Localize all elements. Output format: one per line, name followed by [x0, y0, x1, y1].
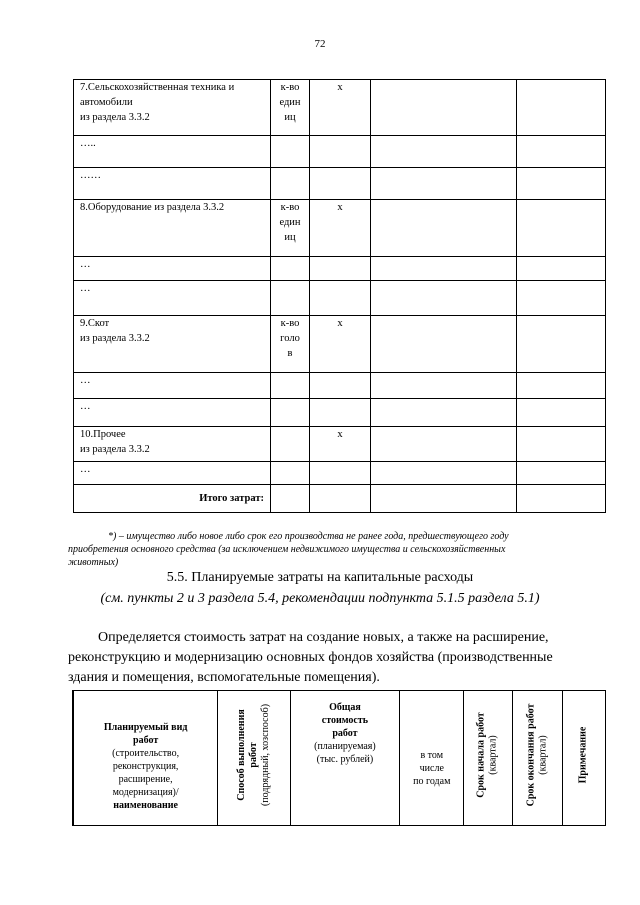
- footnote: [68, 530, 613, 569]
- empty-cell: [517, 373, 606, 399]
- total-row: [74, 485, 606, 513]
- empty-cell: [517, 427, 606, 462]
- unit-line: голо: [280, 333, 300, 344]
- empty-cell: [371, 373, 517, 399]
- header-total-cost: Общая стоимость работ (планируемая) (тыс. рублей): [290, 691, 400, 826]
- header-start-date: Срок начала работ (квартал): [464, 691, 513, 826]
- empty-cell: [271, 485, 310, 513]
- table-row: [74, 316, 606, 373]
- empty-cell: [371, 80, 517, 136]
- header-end-date: Срок окончания работ (квартал): [512, 691, 562, 826]
- item-name-line: …..: [80, 138, 96, 149]
- mark-cell: [310, 136, 371, 168]
- unit-cell: [271, 373, 310, 399]
- costs-table: [73, 79, 606, 513]
- unit-line: к-во: [280, 82, 300, 93]
- item-name-line: …: [80, 283, 91, 294]
- footnote-line: приобретения основного средства (за исключением недвижимого имущества и сельскохозяйственных: [68, 544, 506, 555]
- unit-line: един: [279, 217, 301, 228]
- unit-cell: [271, 281, 310, 316]
- empty-cell: [310, 485, 371, 513]
- item-name-cell: [74, 399, 271, 427]
- item-name-line: ……: [80, 170, 101, 181]
- section-title: 5.5. Планируемые затраты на капитальные расходы: [166, 570, 474, 585]
- table-row: [74, 257, 606, 281]
- item-name-line: автомобили: [80, 97, 133, 108]
- empty-cell: [371, 462, 517, 485]
- unit-cell: [271, 316, 310, 373]
- empty-cell: [371, 168, 517, 200]
- page-number: 72: [314, 38, 326, 50]
- empty-cell: [517, 399, 606, 427]
- header-note: Примечание: [562, 691, 605, 826]
- unit-cell: [271, 136, 310, 168]
- unit-cell: [271, 462, 310, 485]
- item-name-line: 10.Прочее: [80, 429, 126, 440]
- unit-cell: [271, 257, 310, 281]
- header-by-years: в том числе по годам: [400, 691, 464, 826]
- unit-line: иц: [284, 232, 296, 243]
- total-label: Итого затрат:: [74, 485, 271, 513]
- unit-line: к-во: [280, 318, 300, 329]
- empty-cell: [517, 200, 606, 257]
- header-method: Способ выполнения работ (подрядный, хозспособ): [218, 691, 290, 826]
- paragraph-line: реконструкцию и модернизацию основных фондов хозяйства (производственные: [68, 650, 553, 665]
- table-row: [74, 399, 606, 427]
- item-name-line: …: [80, 259, 91, 270]
- mark-cell: [310, 373, 371, 399]
- mark-cell: х: [310, 316, 371, 373]
- empty-cell: [517, 257, 606, 281]
- empty-cell: [517, 485, 606, 513]
- paragraph-line: здания и помещения, вспомогательные помещения).: [68, 670, 380, 685]
- empty-cell: [517, 462, 606, 485]
- unit-cell: [271, 168, 310, 200]
- mark-cell: [310, 399, 371, 427]
- item-name-line: 9.Скот: [80, 318, 110, 329]
- section-paragraph: [68, 628, 598, 688]
- mark-cell: [310, 168, 371, 200]
- mark-cell: х: [310, 427, 371, 462]
- footnote-line: *) – имущество либо новое либо срок его производства не ранее года, предшествующего году: [108, 531, 509, 542]
- unit-line: иц: [284, 112, 296, 123]
- item-name-line: …: [80, 401, 91, 412]
- mark-cell: [310, 281, 371, 316]
- header-work-type: Планируемый вид работ (строительство, реконструкция, расширение, модернизация)/ наименование: [73, 691, 218, 826]
- item-name-cell: [74, 257, 271, 281]
- empty-cell: [517, 136, 606, 168]
- item-name-line: 8.Оборудование из раздела 3.3.2: [80, 202, 225, 213]
- table-row: [74, 462, 606, 485]
- item-name-cell: [74, 200, 271, 257]
- empty-cell: [371, 427, 517, 462]
- unit-line: в: [287, 348, 293, 359]
- table-row: [74, 80, 606, 136]
- mark-cell: х: [310, 80, 371, 136]
- item-name-cell: [74, 462, 271, 485]
- unit-cell: [271, 427, 310, 462]
- table-row: [74, 168, 606, 200]
- table-row: [74, 427, 606, 462]
- item-name-cell: [74, 373, 271, 399]
- paragraph-line: Определяется стоимость затрат на создание новых, а также на расширение,: [98, 630, 549, 645]
- item-name-line: 7.Сельскохозяйственная техника и: [80, 82, 235, 93]
- empty-cell: [371, 399, 517, 427]
- item-name-cell: [74, 316, 271, 373]
- empty-cell: [517, 168, 606, 200]
- table-row: [74, 136, 606, 168]
- table-row: [74, 373, 606, 399]
- empty-cell: [371, 200, 517, 257]
- item-name-cell: [74, 281, 271, 316]
- item-name-cell: [74, 136, 271, 168]
- capex-table: [72, 690, 606, 826]
- empty-cell: [517, 316, 606, 373]
- footnote-line: животных): [68, 557, 119, 568]
- empty-cell: [371, 316, 517, 373]
- table-row: [74, 200, 606, 257]
- item-name-line: из раздела 3.3.2: [80, 112, 150, 123]
- item-name-line: …: [80, 375, 91, 386]
- unit-cell: [271, 80, 310, 136]
- item-name-line: …: [80, 464, 91, 475]
- unit-cell: [271, 200, 310, 257]
- mark-cell: [310, 462, 371, 485]
- item-name-cell: [74, 168, 271, 200]
- empty-cell: [517, 281, 606, 316]
- table-row: [74, 281, 606, 316]
- empty-cell: [371, 136, 517, 168]
- unit-line: един: [279, 97, 301, 108]
- empty-cell: [371, 281, 517, 316]
- empty-cell: [371, 257, 517, 281]
- mark-cell: х: [310, 200, 371, 257]
- section-subtitle: (см. пункты 2 и 3 раздела 5.4, рекомендации подпункта 5.1.5 раздела 5.1): [100, 591, 540, 606]
- item-name-line: из раздела 3.3.2: [80, 333, 150, 344]
- item-name-cell: [74, 80, 271, 136]
- item-name-cell: [74, 427, 271, 462]
- unit-line: к-во: [280, 202, 300, 213]
- table-header-row: [73, 691, 606, 826]
- empty-cell: [371, 485, 517, 513]
- item-name-line: из раздела 3.3.2: [80, 444, 150, 455]
- mark-cell: [310, 257, 371, 281]
- empty-cell: [517, 80, 606, 136]
- unit-cell: [271, 399, 310, 427]
